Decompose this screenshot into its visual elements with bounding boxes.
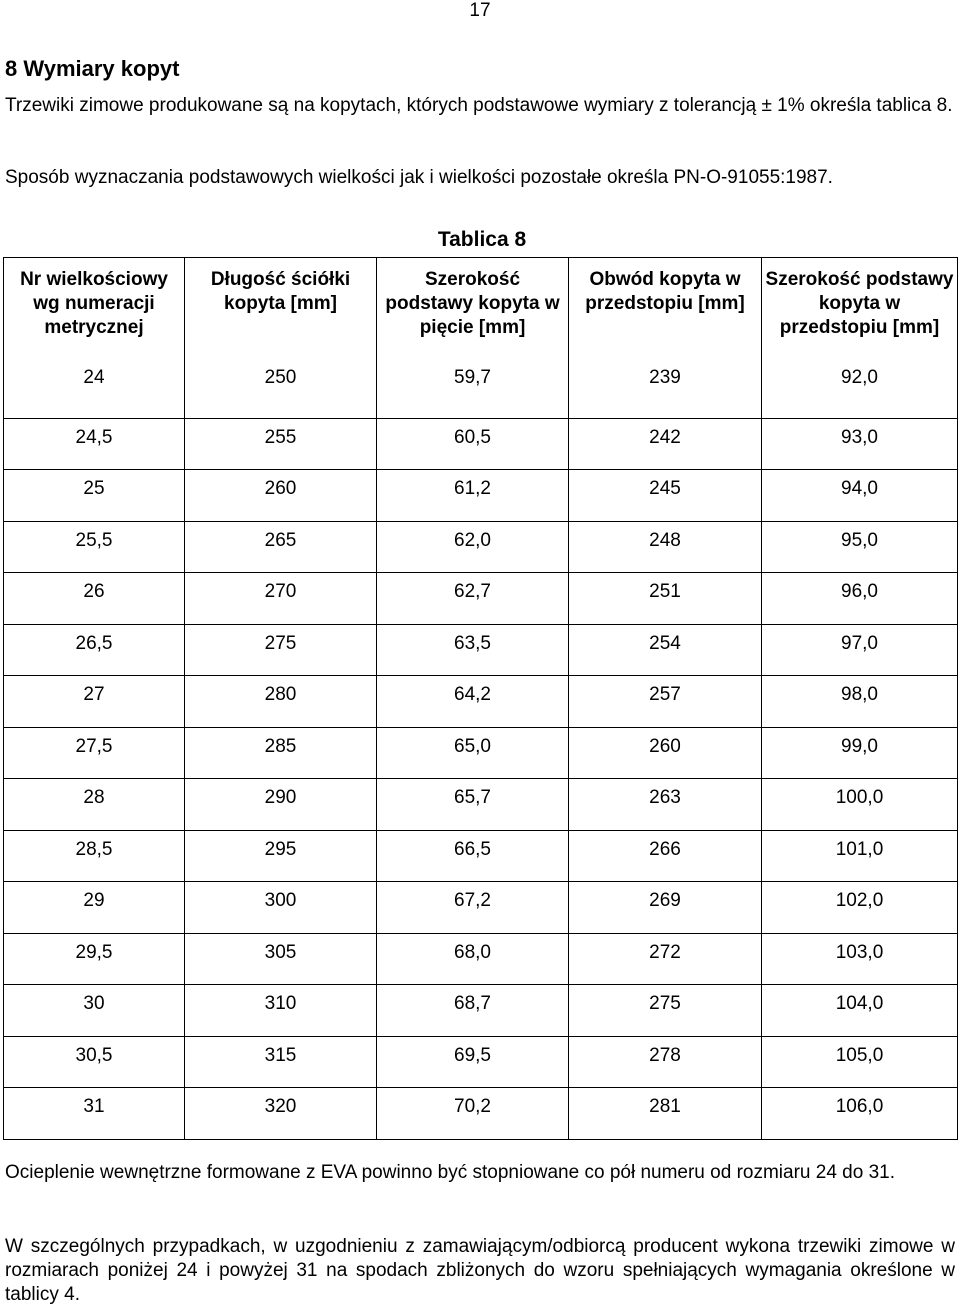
cell-insole-length: 255 (185, 418, 377, 470)
table-row (4, 882, 958, 934)
table-row (4, 470, 958, 522)
cell-size-number: 29 (4, 882, 185, 934)
table-row (4, 779, 958, 831)
cell-forefoot-width: 103,0 (835, 941, 884, 963)
cell-size-number: 30,5 (4, 1036, 185, 1088)
cell-forefoot-girth: 257 (569, 676, 762, 728)
cell-forefoot-width: 102,0 (835, 890, 884, 911)
cell-size-number: 31 (4, 1088, 185, 1140)
cell-forefoot-width: 104,0 (835, 993, 884, 1014)
cell-size-number: 27,5 (4, 727, 185, 779)
cell-forefoot-width: 93,0 (841, 426, 878, 448)
cell-insole-length: 260 (185, 470, 377, 522)
cell-size-number: 28 (4, 779, 185, 831)
cell-size-number: 25,5 (4, 521, 185, 573)
cell-heel-width: 65,0 (377, 727, 569, 779)
cell-forefoot-girth: 281 (569, 1088, 762, 1140)
dimensions-table (3, 257, 958, 1140)
cell-heel-width: 63,5 (377, 624, 569, 676)
table-caption: Tablica 8 (437, 228, 527, 251)
header-size-number: Nr wielkościowy wg numeracji metrycznej (4, 258, 185, 367)
cell-forefoot-width: 106,0 (835, 1096, 884, 1117)
cell-heel-width: 64,2 (377, 676, 569, 728)
cell-forefoot-girth: 245 (569, 470, 762, 522)
cell-insole-length: 280 (185, 676, 377, 728)
cell-size-number: 30 (4, 985, 185, 1037)
table-body (4, 367, 958, 1140)
cell-size-number: 25 (4, 470, 185, 522)
cell-heel-width: 70,2 (377, 1088, 569, 1140)
cell-insole-length: 320 (185, 1088, 377, 1140)
footer-paragraph-1: Ocieplenie wewnętrzne formowane z EVA powinno być stopniowane co pół numeru od rozmiaru 24 do 31. (5, 1162, 895, 1183)
cell-heel-width: 62,0 (377, 521, 569, 573)
cell-insole-length: 310 (185, 985, 377, 1037)
table-row (4, 418, 958, 470)
cell-forefoot-width: 98,0 (841, 684, 878, 705)
cell-forefoot-girth: 260 (569, 727, 762, 779)
table-row (4, 1036, 958, 1088)
footer-paragraph-2: W szczególnych przypadkach, w uzgodnieniu z zamawiającym/odbiorcą producent wykona trzewiki zimowe w rozmiarach poniżej 24 i powyżej 31 na spodach zbliżonych do wzoru spełniających wymagania określone w tablicy 4. (5, 1236, 955, 1305)
intro-paragraph-2: Sposób wyznaczania podstawowych wielkości jak i wielkości pozostałe określa PN-O-91055:1987. (5, 167, 833, 188)
cell-forefoot-girth: 272 (569, 933, 762, 985)
cell-heel-width: 59,7 (377, 367, 569, 419)
cell-heel-width: 65,7 (377, 779, 569, 831)
cell-insole-length: 295 (185, 830, 377, 882)
cell-forefoot-girth: 278 (569, 1036, 762, 1088)
cell-forefoot-width: 95,0 (841, 529, 878, 551)
table-row (4, 985, 958, 1037)
cell-insole-length: 315 (185, 1036, 377, 1088)
cell-forefoot-width: 101,0 (835, 838, 884, 860)
table-row (4, 624, 958, 676)
cell-forefoot-width: 94,0 (841, 478, 878, 499)
table-row (4, 830, 958, 882)
cell-insole-length: 275 (185, 624, 377, 676)
table-row (4, 727, 958, 779)
cell-forefoot-width: 105,0 (835, 1044, 884, 1066)
cell-size-number: 26,5 (4, 624, 185, 676)
cell-heel-width: 66,5 (377, 830, 569, 882)
cell-insole-length: 265 (185, 521, 377, 573)
cell-forefoot-width: 92,0 (841, 366, 878, 388)
cell-size-number: 26 (4, 573, 185, 625)
cell-forefoot-girth: 269 (569, 882, 762, 934)
header-heel-width: Szerokość podstawy kopyta w pięcie [mm] (377, 258, 569, 367)
cell-forefoot-girth: 254 (569, 624, 762, 676)
cell-forefoot-girth: 275 (569, 985, 762, 1037)
cell-size-number: 29,5 (4, 933, 185, 985)
cell-heel-width: 61,2 (377, 470, 569, 522)
table-row (4, 367, 958, 419)
cell-insole-length: 290 (185, 779, 377, 831)
cell-size-number: 24 (4, 367, 185, 419)
cell-forefoot-girth: 266 (569, 830, 762, 882)
header-insole-length: Długość ściółki kopyta [mm] (185, 258, 377, 367)
cell-insole-length: 285 (185, 727, 377, 779)
cell-size-number: 27 (4, 676, 185, 728)
header-forefoot-width: Szerokość podstawy kopyta w przedstopiu [mm] (765, 269, 954, 338)
intro-paragraph-1: Trzewiki zimowe produkowane są na kopytach, których podstawowe wymiary z tolerancją ± 1% określa tablica 8. (5, 95, 953, 116)
cell-forefoot-width: 97,0 (841, 632, 878, 654)
cell-heel-width: 67,2 (377, 882, 569, 934)
table-header-row (4, 258, 958, 367)
cell-forefoot-girth: 248 (569, 521, 762, 573)
cell-forefoot-girth: 263 (569, 779, 762, 831)
cell-insole-length: 300 (185, 882, 377, 934)
table-row (4, 573, 958, 625)
cell-size-number: 24,5 (4, 418, 185, 470)
cell-insole-length: 270 (185, 573, 377, 625)
cell-forefoot-width: 96,0 (841, 581, 878, 602)
cell-forefoot-girth: 242 (569, 418, 762, 470)
cell-forefoot-girth: 239 (569, 367, 762, 419)
cell-heel-width: 68,7 (377, 985, 569, 1037)
header-forefoot-girth: Obwód kopyta w przedstopiu [mm] (569, 258, 762, 367)
cell-size-number: 28,5 (4, 830, 185, 882)
cell-heel-width: 60,5 (377, 418, 569, 470)
page-number: 17 (469, 0, 491, 21)
table-row (4, 521, 958, 573)
table-row (4, 1088, 958, 1140)
cell-insole-length: 250 (185, 367, 377, 419)
cell-heel-width: 69,5 (377, 1036, 569, 1088)
cell-forefoot-width: 100,0 (835, 787, 884, 808)
cell-forefoot-girth: 251 (569, 573, 762, 625)
cell-heel-width: 68,0 (377, 933, 569, 985)
table-row (4, 933, 958, 985)
cell-insole-length: 305 (185, 933, 377, 985)
section-heading: 8 Wymiary kopyt (5, 56, 180, 81)
table-row (4, 676, 958, 728)
cell-forefoot-width: 99,0 (841, 735, 878, 757)
cell-heel-width: 62,7 (377, 573, 569, 625)
